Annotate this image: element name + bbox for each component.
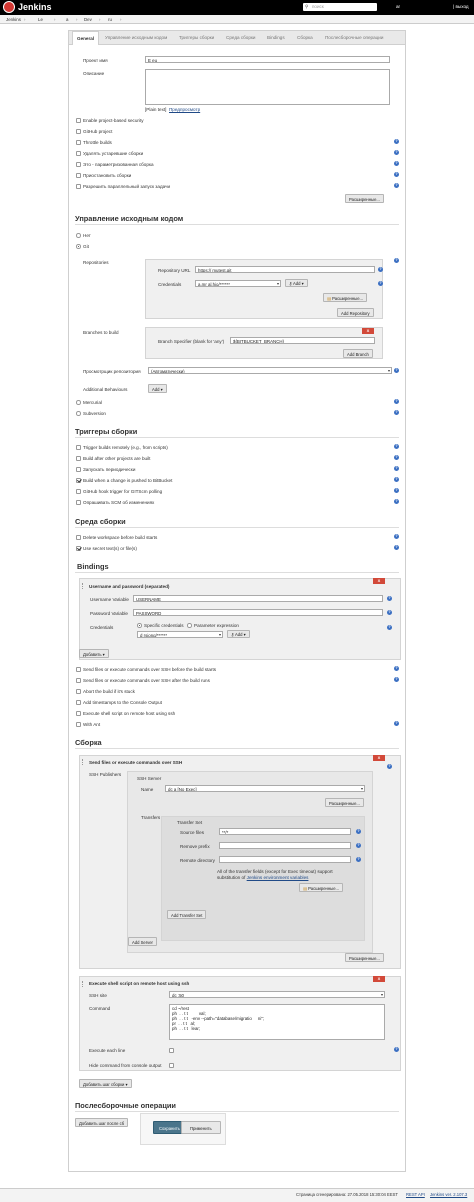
add-build-step-dropdown[interactable]: Добавить шаг сборки ▾ xyxy=(79,1079,132,1088)
wrapper-checkbox[interactable] xyxy=(76,722,81,727)
option-checkbox[interactable] xyxy=(76,129,81,134)
specific-credentials-label: Specific credentials xyxy=(144,623,184,628)
help-icon[interactable]: ? xyxy=(395,477,398,481)
scm-mercurial-radio[interactable] xyxy=(76,400,81,405)
scm-mercurial-label: Mercurial xyxy=(83,400,102,405)
ssh-block-title: Send files or execute commands over SSH xyxy=(89,760,183,765)
remote-dir-input[interactable] xyxy=(219,856,351,863)
wrapper-checkbox[interactable] xyxy=(76,700,81,705)
breadcrumb-item[interactable]: Dev xyxy=(84,17,92,22)
scm-credentials-value: a.mr al.hio/****** xyxy=(198,281,230,287)
help-icon[interactable]: ? xyxy=(395,161,398,165)
ssh-site-label: SSH site xyxy=(89,993,107,998)
repo-url-label: Repository URL xyxy=(158,268,191,273)
project-name-label: Проект имя xyxy=(83,58,108,63)
drag-handle-icon[interactable] xyxy=(82,759,84,765)
apply-button[interactable]: Применить xyxy=(181,1121,221,1134)
option-label: GitHub project xyxy=(83,129,113,134)
specific-credentials-radio[interactable] xyxy=(137,623,142,628)
advanced-label: Расширенные... xyxy=(332,295,364,301)
search-input[interactable] xyxy=(303,3,377,11)
breadcrumb-item[interactable]: Le xyxy=(38,17,43,22)
chevron-down-icon: ▾ xyxy=(360,786,363,791)
repositories-label: Repositories xyxy=(83,260,109,265)
scm-git-label: Git xyxy=(83,244,89,249)
brand-title[interactable]: Jenkins xyxy=(18,2,52,12)
trigger-checkbox[interactable] xyxy=(76,500,81,505)
remote-dir-label: Remote directory xyxy=(180,858,215,863)
trigger-label: Опрашивать SCM об изменениях xyxy=(83,500,155,505)
bindings-title: Bindings xyxy=(77,562,109,571)
breadcrumb-item[interactable]: ru xyxy=(108,17,112,22)
repo-browser-select[interactable] xyxy=(148,367,392,374)
config-tabs xyxy=(69,31,405,45)
add-post-step-button[interactable]: Добавить шаг после сб xyxy=(75,1118,128,1127)
help-icon[interactable]: ? xyxy=(388,596,391,600)
repo-browser-label: Просмотрщик репозитория xyxy=(83,369,141,374)
option-checkbox[interactable] xyxy=(76,184,81,189)
option-checkbox[interactable] xyxy=(76,140,81,145)
credentials-label: Credentials xyxy=(158,282,182,287)
source-files-label: Source files xyxy=(180,830,205,835)
repo-url-input[interactable]: https:// mutest.git xyxy=(195,266,375,273)
trigger-checkbox[interactable] xyxy=(76,467,81,472)
env-vars-link[interactable]: Jenkins environment variables xyxy=(246,874,309,880)
preview-link[interactable]: Предпросмотр xyxy=(169,107,201,112)
description-label: Описание xyxy=(83,71,105,76)
env-checkbox[interactable] xyxy=(76,546,81,551)
password-var-input[interactable]: PASSWORD xyxy=(133,609,383,616)
chevron-down-icon: ▾ xyxy=(387,368,390,373)
help-icon[interactable]: ? xyxy=(357,857,360,861)
parameter-expression-radio[interactable] xyxy=(187,623,192,628)
remove-prefix-input[interactable] xyxy=(219,842,351,849)
trigger-checkbox[interactable] xyxy=(76,445,81,450)
help-icon[interactable]: ? xyxy=(395,721,398,725)
trigger-checkbox[interactable] xyxy=(76,489,81,494)
trigger-label: Запускать периодически xyxy=(83,467,136,472)
divider xyxy=(75,527,399,528)
ssh-publishers-label: SSH Publishers xyxy=(89,772,122,777)
hide-command-checkbox[interactable] xyxy=(169,1063,174,1068)
bindings-credentials-select[interactable] xyxy=(137,631,223,638)
scm-subversion-label: Subversion xyxy=(83,411,106,416)
add-build-step-label: Добавить шаг сборки xyxy=(83,1081,125,1087)
wrapper-label: Execute shell script on remote host using ssh xyxy=(83,711,176,716)
transfer-note xyxy=(217,869,353,880)
description-textarea[interactable] xyxy=(145,69,390,105)
delete-branch-button[interactable]: X xyxy=(362,328,374,334)
add-repository-button[interactable]: Add Repository xyxy=(337,308,374,317)
scm-none-label: Нет xyxy=(83,233,91,238)
help-icon[interactable]: ? xyxy=(395,258,398,262)
trigger-label: Trigger builds remotely (e.g., from scripts) xyxy=(83,445,168,450)
scm-subversion-radio[interactable] xyxy=(76,411,81,416)
key-icon: ⚷ xyxy=(289,281,293,286)
username-var-input[interactable]: USERNAME xyxy=(133,595,383,602)
breadcrumb-arrow-icon: › xyxy=(24,17,26,22)
trigger-checkbox[interactable] xyxy=(76,456,81,461)
tab-build-env[interactable]: Среда сборки xyxy=(226,35,256,40)
help-icon[interactable]: ? xyxy=(395,545,398,549)
help-icon[interactable]: ? xyxy=(395,677,398,681)
behaviours-label: Additional Behaviours xyxy=(83,387,128,392)
breadcrumb-arrow-icon: › xyxy=(99,17,101,22)
chevron-down-icon: ▾ xyxy=(276,281,279,286)
delete-build-step-button[interactable]: X xyxy=(373,755,385,761)
server-name-select[interactable] xyxy=(165,785,365,792)
add-label: Add xyxy=(152,386,160,392)
trigger-label: GitHub hook trigger for GITScm polling xyxy=(83,489,163,494)
add-transfer-set-button[interactable]: Add Transfer Set xyxy=(167,910,206,919)
option-checkbox[interactable] xyxy=(76,162,81,167)
binding-block xyxy=(79,578,401,660)
option-label: Удалять устаревшие сборки xyxy=(83,151,144,156)
config-panel xyxy=(68,30,406,1172)
divider xyxy=(75,1111,399,1112)
branches-label: Branches to build xyxy=(83,330,119,335)
server-advanced-button[interactable]: Расширенные... xyxy=(325,798,364,807)
save-button[interactable]: Сохранить xyxy=(153,1121,186,1134)
hide-command-label: Hide command from console output xyxy=(89,1063,162,1068)
ssh-site-value: dc :50 xyxy=(172,992,184,998)
user-name-masked xyxy=(414,2,434,13)
help-icon[interactable]: ? xyxy=(395,172,398,176)
env-label: Delete workspace before build starts xyxy=(83,535,158,540)
help-icon[interactable]: ? xyxy=(388,625,391,629)
help-icon[interactable]: ? xyxy=(379,267,382,271)
wrapper-label: Add timestamps to the Console Output xyxy=(83,700,162,705)
breadcrumb-arrow-icon: › xyxy=(120,17,122,22)
exec-each-line-checkbox[interactable] xyxy=(169,1048,174,1053)
jenkins-version-link[interactable]: Jenkins ver. 2.107.3 xyxy=(430,1192,468,1197)
wrapper-checkbox[interactable] xyxy=(76,711,81,716)
tab-general[interactable]: General xyxy=(72,31,99,45)
rest-api-link[interactable]: REST API xyxy=(406,1192,425,1197)
jenkins-logo-icon[interactable] xyxy=(3,1,15,13)
behaviours-add-button[interactable]: Add ▾ xyxy=(148,384,167,393)
binding-block-title: Username and password (separated) xyxy=(89,584,170,589)
add-button-label: Add xyxy=(293,281,301,286)
drag-handle-icon[interactable] xyxy=(82,583,84,589)
remote-block-title: Execute shell script on remote host using ssh xyxy=(89,981,190,986)
wrapper-label: Send files or execute commands over SSH before the build starts xyxy=(83,667,217,672)
breadcrumb-item[interactable]: a xyxy=(66,17,69,22)
scm-credentials-select[interactable] xyxy=(195,280,281,287)
plain-text-label: [Plain text] xyxy=(145,107,167,112)
add-server-button[interactable]: Add Server xyxy=(128,937,157,946)
chevron-down-icon: ▾ xyxy=(380,992,383,997)
option-checkbox[interactable] xyxy=(76,118,81,123)
option-label: Это - параметризованная сборка xyxy=(83,162,154,167)
scm-none-radio[interactable] xyxy=(76,233,81,238)
help-icon[interactable]: ? xyxy=(395,666,398,670)
help-icon[interactable]: ? xyxy=(395,410,398,414)
logout-link[interactable]: | выход xyxy=(453,4,469,9)
wrapper-label: With Ant xyxy=(83,722,101,727)
wrapper-label: Send files or execute commands over SSH after the build runs xyxy=(83,678,210,683)
top-header xyxy=(0,0,474,15)
ssh-advanced-button[interactable]: Расширенные... xyxy=(345,953,384,962)
breadcrumb xyxy=(0,15,474,24)
delete-binding-button[interactable]: X xyxy=(373,578,385,584)
general-advanced-button[interactable]: Расширенные... xyxy=(345,194,384,203)
help-icon[interactable]: ? xyxy=(395,399,398,403)
key-icon: ⚷ xyxy=(231,632,235,637)
add-button-label: Add xyxy=(235,632,243,637)
help-icon[interactable]: ? xyxy=(357,829,360,833)
notepad-icon: ▤ xyxy=(303,885,309,891)
transfer-set-label: Transfer Set xyxy=(177,820,203,825)
help-icon[interactable]: ? xyxy=(395,534,398,538)
advanced-label: Расширенные... xyxy=(308,885,340,891)
transfer-advanced-button[interactable] xyxy=(299,883,343,892)
delete-build-step-button[interactable]: X xyxy=(373,976,385,982)
save-bar xyxy=(140,1113,226,1145)
transfer-note-text: All of the transfer fields (except for Exec timeout) support substitution of xyxy=(217,869,333,880)
help-icon[interactable]: ? xyxy=(395,488,398,492)
option-label: Enable project-based security xyxy=(83,118,144,123)
help-icon[interactable]: ? xyxy=(395,466,398,470)
env-label: Use secret text(s) or file(s) xyxy=(83,546,137,551)
help-icon[interactable]: ? xyxy=(395,455,398,459)
help-icon[interactable]: ? xyxy=(395,150,398,154)
page-footer xyxy=(0,1188,474,1202)
project-name-input[interactable]: E eu xyxy=(145,56,390,63)
ssh-site-select[interactable] xyxy=(169,991,385,998)
search-placeholder: поиск xyxy=(312,4,324,9)
help-icon[interactable]: ? xyxy=(379,281,382,285)
tab-scm[interactable]: Управление исходным кодом xyxy=(105,35,168,40)
branch-specifier-label: Branch Specifier (blank for 'any') xyxy=(158,339,225,344)
tab-bindings[interactable]: Bindings xyxy=(267,35,285,40)
divider xyxy=(75,224,399,225)
password-var-label: Password Variable xyxy=(90,611,128,616)
tab-build[interactable]: Сборка xyxy=(297,35,313,40)
wrapper-checkbox[interactable] xyxy=(76,667,81,672)
env-checkbox[interactable] xyxy=(76,535,81,540)
source-files-input[interactable]: **/* xyxy=(219,828,351,835)
bindings-credentials-value: d rsiong/****** xyxy=(140,632,168,638)
trigger-label: Build after other projects are built xyxy=(83,456,151,461)
help-icon[interactable]: ? xyxy=(395,444,398,448)
help-icon[interactable]: ? xyxy=(395,139,398,143)
wrapper-checkbox[interactable] xyxy=(76,678,81,683)
username-var-label: Username Variable xyxy=(90,597,129,602)
help-icon[interactable]: ? xyxy=(388,610,391,614)
bindings-add-dropdown[interactable]: Добавить ▾ xyxy=(79,649,109,658)
divider xyxy=(75,572,399,573)
scm-advanced-button[interactable] xyxy=(323,293,367,302)
search-icon: ⚲ xyxy=(305,4,309,9)
option-label: Приостановить сборки xyxy=(83,173,132,178)
chevron-down-icon: ▾ xyxy=(218,632,221,637)
exec-each-line-label: Execute each line xyxy=(89,1048,126,1053)
divider xyxy=(75,437,399,438)
wrapper-checkbox[interactable] xyxy=(76,689,81,694)
server-name-value: dc a [No Exec] xyxy=(168,786,197,792)
transfers-label: Transfers xyxy=(141,815,161,820)
tab-post-build[interactable]: Послесборочные операции xyxy=(325,35,384,40)
tab-triggers[interactable]: Триггеры сборки xyxy=(179,35,215,40)
option-checkbox[interactable] xyxy=(76,173,81,178)
drag-handle-icon[interactable] xyxy=(82,981,84,987)
generated-time: Страница сгенерирована: 27.05.2018 15:30:04 EEST xyxy=(296,1192,398,1197)
add-branch-button[interactable]: Add Branch xyxy=(343,349,373,358)
option-label: Throttle builds xyxy=(83,140,112,145)
option-label: Разрешить параллельный запуск задачи xyxy=(83,184,171,189)
bindings-credentials-label: Credentials xyxy=(90,625,114,630)
trigger-label: Build when a change is pushed to BitBucket xyxy=(83,478,173,483)
help-icon[interactable]: ? xyxy=(395,183,398,187)
help-icon[interactable]: ? xyxy=(395,499,398,503)
env-title: Среда сборки xyxy=(75,517,126,526)
server-name-label: Name xyxy=(141,787,154,792)
help-icon[interactable]: ? xyxy=(395,1047,398,1051)
build-title: Сборка xyxy=(75,738,102,747)
add-dropdown-label: Добавить xyxy=(83,651,102,657)
command-textarea[interactable]: cd ~/rest ph . . t t val; ph . . t t -env --path="database/migratio ni"; pr . . t t al; ph . . t t lear; xyxy=(169,1004,385,1040)
divider xyxy=(75,748,399,749)
option-checkbox[interactable] xyxy=(76,151,81,156)
user-name[interactable]: ar xyxy=(396,4,401,9)
bindings-add-credentials-button[interactable]: ⚷ Add ▾ xyxy=(227,630,250,638)
wrapper-label: Abort the build if it's stuck xyxy=(83,689,135,694)
command-label: Command xyxy=(89,1006,111,1011)
scm-add-credentials-button[interactable]: ⚷ Add ▾ xyxy=(285,279,308,287)
scm-git-radio[interactable] xyxy=(76,244,81,249)
scm-title: Управление исходным кодом xyxy=(75,214,184,223)
ssh-server-label: SSH Server xyxy=(137,776,162,781)
post-title: Послесборочные операции xyxy=(75,1101,176,1110)
notepad-icon: ▤ xyxy=(327,295,333,301)
trigger-checkbox[interactable] xyxy=(76,478,81,483)
parameter-expression-label: Parameter expression xyxy=(194,623,239,628)
breadcrumb-arrow-icon: › xyxy=(54,17,56,22)
breadcrumb-arrow-icon: › xyxy=(76,17,78,22)
branch-specifier-input[interactable]: ${BITBUCKET_BRANCH} xyxy=(230,337,375,344)
help-icon[interactable]: ? xyxy=(357,843,360,847)
triggers-title: Триггеры сборки xyxy=(75,427,138,436)
help-icon[interactable]: ? xyxy=(388,764,391,768)
remove-prefix-label: Remove prefix xyxy=(180,844,210,849)
breadcrumb-item[interactable]: Jenkins xyxy=(6,17,21,22)
repo-browser-value: (Автоматически) xyxy=(151,368,185,374)
help-icon[interactable]: ? xyxy=(395,368,398,372)
